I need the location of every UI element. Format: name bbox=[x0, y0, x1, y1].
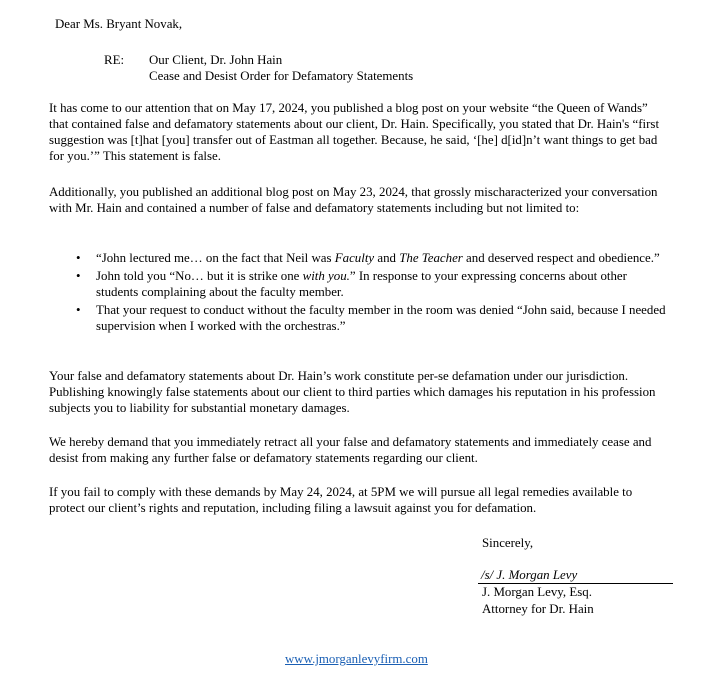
list-item: • That your request to conduct without the faculty member in the room was denied “John said, because I needed supervision when I worked with the orchestras.” bbox=[76, 303, 666, 333]
bullet-icon: • bbox=[76, 251, 81, 265]
salutation: Dear Ms. Bryant Novak, bbox=[55, 17, 183, 31]
bullet-icon: • bbox=[76, 269, 81, 283]
signer-title: Attorney for Dr. Hain bbox=[482, 602, 594, 616]
statement-list bbox=[76, 250, 671, 336]
paragraph-second-post: Additionally, you published an additional blog post on May 23, 2024, that grossly mischaracterized your conversation with Mr. Hain and contained a number of false and defamatory statements including but not limited to: bbox=[49, 185, 658, 215]
bullet-icon: • bbox=[76, 303, 81, 317]
list-item: • “John lectured me… on the fact that Neil was Faculty and The Teacher and deserved respect and obedience.” bbox=[76, 251, 660, 265]
re-line-subject: Cease and Desist Order for Defamatory Statements bbox=[149, 69, 414, 83]
paragraph-deadline: If you fail to comply with these demands by May 24, 2024, at 5PM we will pursue all legal remedies available to protect our client’s rights and reputation, including filing a lawsuit against you for defamation. bbox=[49, 485, 633, 515]
closing-sincerely: Sincerely, bbox=[482, 536, 534, 550]
re-line-client: Our Client, Dr. John Hain bbox=[149, 53, 283, 67]
firm-website-link[interactable]: www.jmorganlevyfirm.com bbox=[285, 652, 428, 666]
re-subject bbox=[149, 52, 413, 84]
list-item: • John told you “No… but it is strike one with you.” In response to your expressing concerns about other students complaining about the faculty member. bbox=[76, 269, 627, 299]
signer-name: J. Morgan Levy, Esq. bbox=[482, 585, 592, 599]
paragraph-first-post: It has come to our attention that on May 17, 2024, you published a blog post on your website “the Queen of Wands” that contained false and defamatory statements about our client, Dr. Hain. Specifically, you stated that Dr. Hain's “first suggestion was [t]hat [you] transfer out of Eastman all together. Because, he said, ‘[he] d[id]n’t want things to get bad for you.’” This statement is false. bbox=[49, 101, 660, 163]
re-label: RE: bbox=[104, 53, 125, 67]
paragraph-defamation: Your false and defamatory statements about Dr. Hain’s work constitute per-se defamation under our jurisdiction. Publishing knowingly false statements about our client to third parties which damages his reputation in his profession subjects you to liability for substantial monetary damages. bbox=[49, 369, 656, 415]
paragraph-demand: We hereby demand that you immediately retract all your false and defamatory statements and immediately cease and desist from making any further false or defamatory statements regarding our client. bbox=[49, 435, 652, 465]
signature-line: /s/ J. Morgan Levy bbox=[478, 567, 673, 584]
